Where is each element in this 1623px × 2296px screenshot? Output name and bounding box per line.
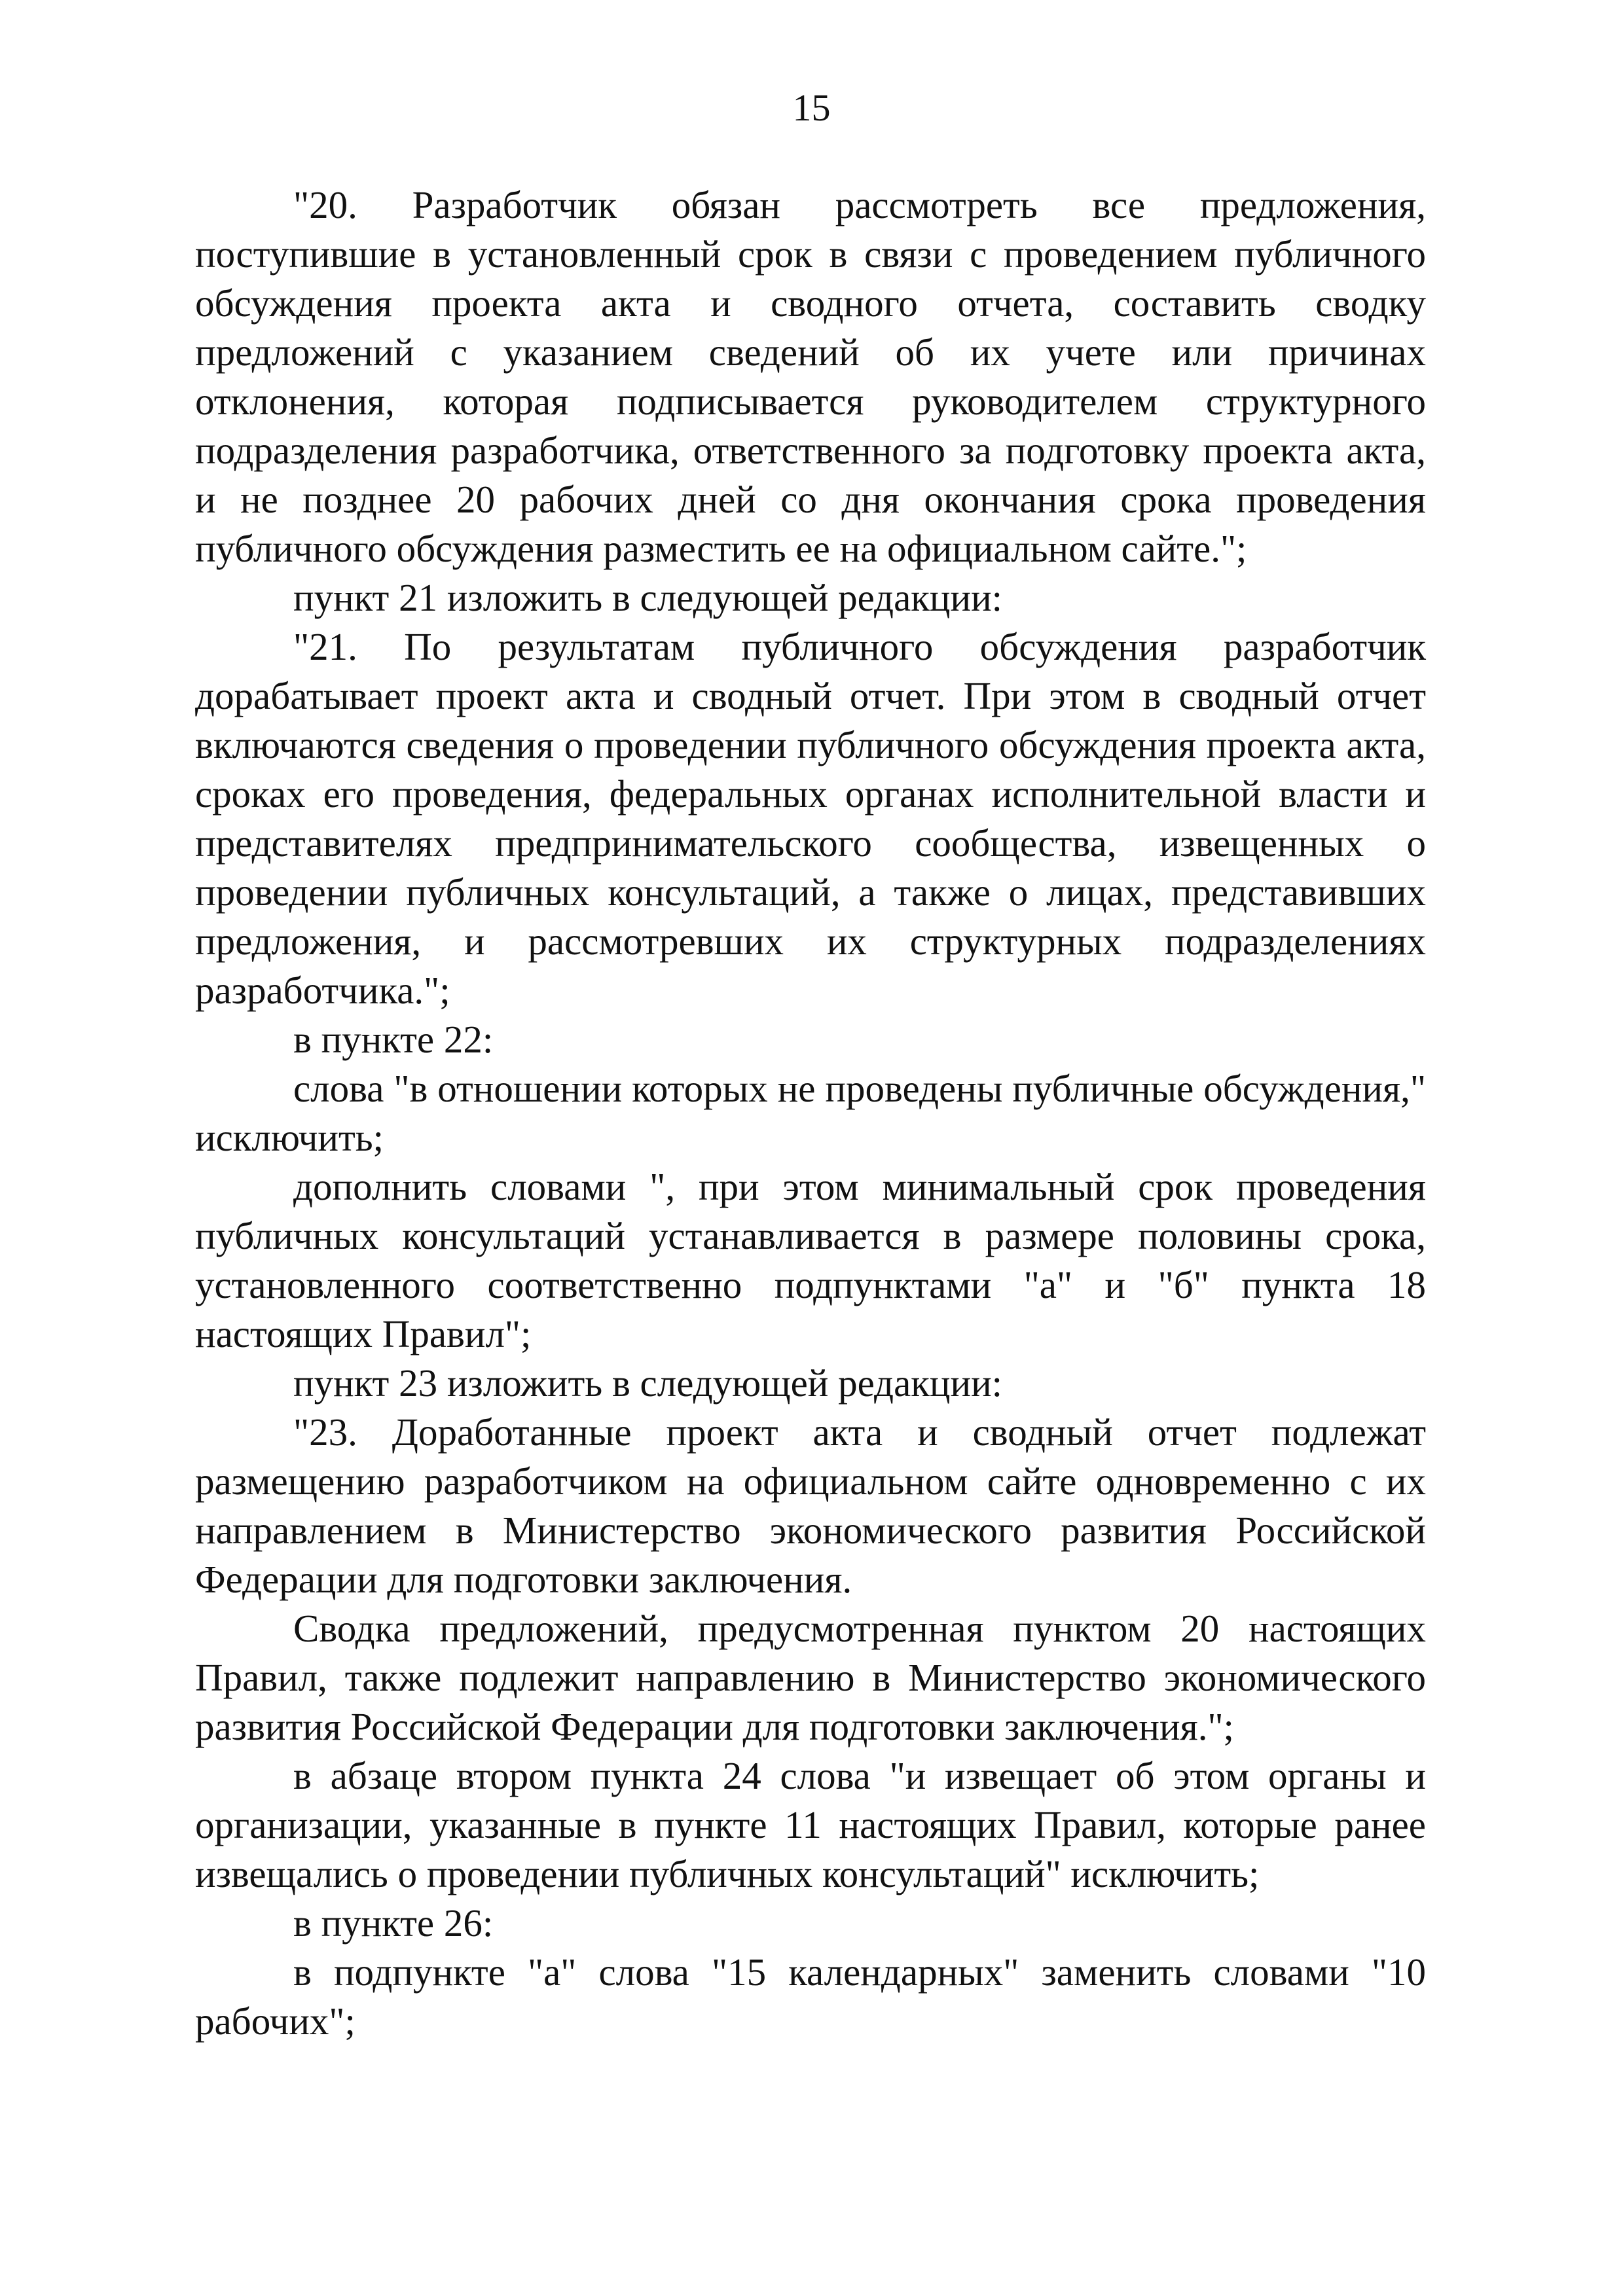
paragraph-item-23-intro: пункт 23 изложить в следующей редакции: xyxy=(293,1361,1003,1405)
paragraph-22-words-excluded: слова "в отношении которых не проведены публичные обсуждения," исключить; xyxy=(195,1067,1426,1159)
paragraph-21: "21. По результатам публичного обсуждения разработчик дорабатывает проект акта и сводный отчет. При этом в сводный отчет включаются сведения о проведении публичного обсуждения проекта акта, сроках его проведения, федеральных органах исполнительной власти и представителях предпринимательского сообщества, извещенных о проведении публичных консультаций, а также о лицах, представивших предложения, и рассмотревших их структурных подразделениях разработчика."; xyxy=(195,625,1426,1012)
paragraph-24-amendment: в абзаце втором пункта 24 слова "и извещает об этом органы и организации, указанные в пункте 11 настоящих Правил, которые ранее извещались о проведении публичных консультаций" исключить; xyxy=(195,1754,1426,1895)
paragraph-23-summary: Сводка предложений, предусмотренная пунктом 20 настоящих Правил, также подлежит направлению в Министерство экономического развития Российской Федерации для подготовки заключения."; xyxy=(195,1607,1426,1748)
paragraph-item-21-intro: пункт 21 изложить в следующей редакции: xyxy=(293,576,1003,619)
paragraph-23: "23. Доработанные проект акта и сводный отчет подлежат размещению разработчиком на официальном сайте одновременно с их направлением в Министерство экономического развития Российской Федерации для подготовки заключения. xyxy=(195,1410,1426,1601)
paragraph-22-supplement: дополнить словами ", при этом минимальный срок проведения публичных консультаций устанавливается в размере половины срока, установленного соответственно подпунктами "а" и "б" пункта 18 настоящих Правил"; xyxy=(195,1165,1426,1355)
paragraph-item-26-intro: в пункте 26: xyxy=(293,1901,494,1945)
document-body xyxy=(195,181,1426,2046)
paragraph-item-22-intro: в пункте 22: xyxy=(293,1018,494,1061)
paragraph-20: "20. Разработчик обязан рассмотреть все предложения, поступившие в установленный срок в связи с проведением публичного обсуждения проекта акта и сводного отчета, составить сводку предложений с указанием сведений об их учете или причинах отклонения, которая подписывается руководителем структурного подразделения разработчика, ответственного за подготовку проекта акта, и не позднее 20 рабочих дней со дня окончания срока проведения публичного обсуждения разместить ее на официальном сайте."; xyxy=(195,183,1426,570)
paragraph-26-subitem-a: в подпункте "а" слова "15 календарных" заменить словами "10 рабочих"; xyxy=(195,1950,1426,2043)
page-number: 15 xyxy=(792,86,831,129)
